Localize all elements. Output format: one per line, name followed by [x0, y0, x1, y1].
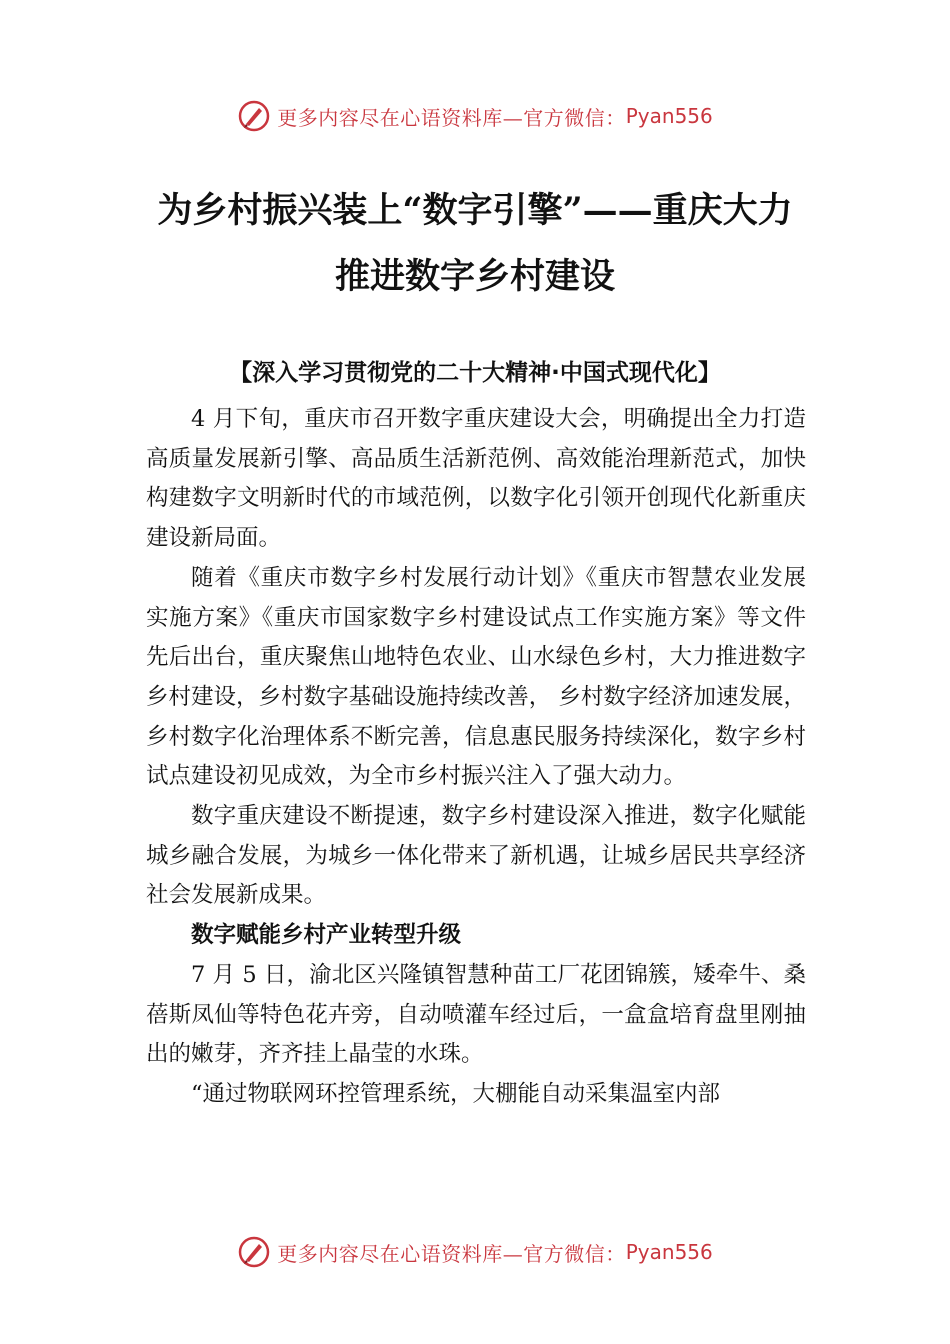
paragraph: 7 月 5 日，渝北区兴隆镇智慧种苗工厂花团锦簇，矮牵牛、桑蓓斯凤仙等特色花卉旁，自动喷灌车经过后，一盒盒培育盘里刚抽出的嫩芽，齐齐挂上晶莹的水珠。 [146, 961, 806, 1068]
paragraph: 随着《重庆市数字乡村发展行动计划》《重庆市智慧农业发展实施方案》《重庆市国家数字乡村建设试点工作实施方案》等文件先后出台，重庆聚焦山地特色农业、山水绿色乡村，大力推进数字乡村建设，乡村数字基础设施持续改善， 乡村数字经济加速发展，乡村数字化治理体系不断完善，信息惠民服务持续深化，数字乡村试点建设初见成效，为全市乡村振兴注入了强大动力。 [146, 564, 806, 790]
watermark-banner-top [0, 96, 950, 136]
watermark-id: Pyan556 [625, 104, 713, 128]
quill-pen-logo-icon [237, 99, 271, 133]
paragraph: 数字重庆建设不断提速，数字乡村建设深入推进，数字化赋能城乡融合发展，为城乡一体化带来了新机遇，让城乡居民共享经济社会发展新成果。 [146, 803, 806, 909]
quill-pen-logo-icon [237, 1235, 271, 1269]
document-title: 为乡村振兴装上“数字引擎”——重庆大力推进数字乡村建设 [157, 190, 793, 297]
series-subheading: 【深入学习贯彻党的二十大精神·中国式现代化】 [229, 360, 721, 386]
watermark-text: 更多内容尽在心语资料库—官方微信： [277, 1241, 626, 1266]
watermark-id: Pyan556 [625, 1240, 713, 1264]
section-heading: 数字赋能乡村产业转型升级 [191, 922, 462, 949]
watermark-text: 更多内容尽在心语资料库—官方微信： [277, 105, 626, 130]
paragraph: 4 月下旬，重庆市召开数字重庆建设大会，明确提出全力打造高质量发展新引擎、高品质生活新范例、高效能治理新范式，加快构建数字文明新时代的市域范例，以数字化引领开创现代化新重庆建设新局面。 [146, 406, 806, 552]
watermark-banner-bottom [0, 1232, 950, 1272]
article-body [146, 400, 806, 1115]
paragraph: “通过物联网环控管理系统，大棚能自动采集温室内部 [191, 1080, 721, 1107]
